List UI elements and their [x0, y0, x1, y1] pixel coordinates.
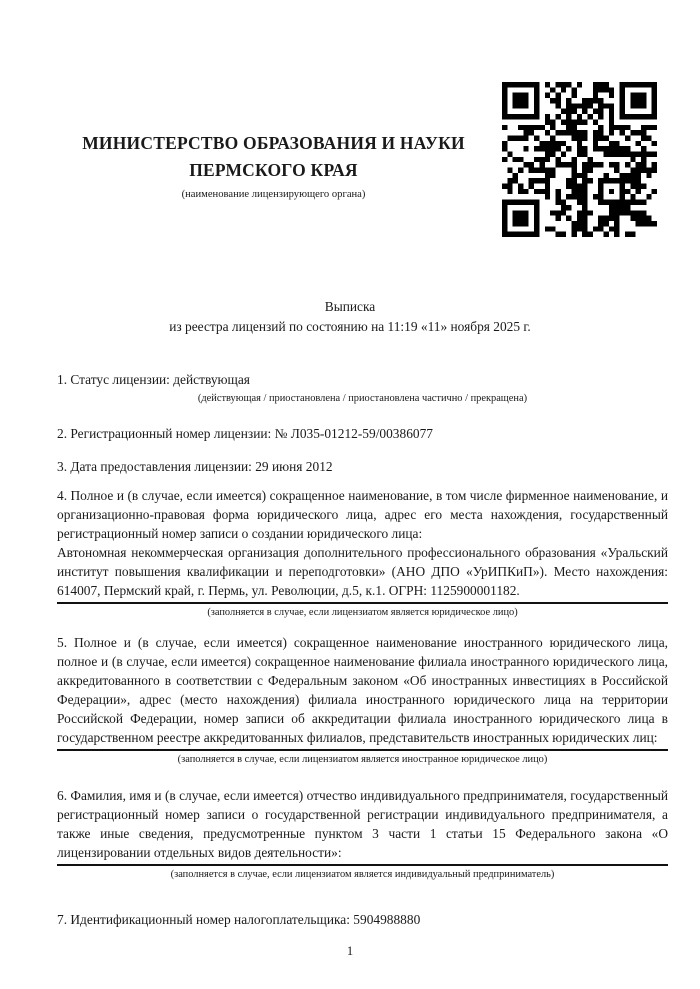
foreign-entity-caption: (заполняется в случае, если лицензиатом является иностранное юридическое лицо) — [177, 754, 548, 765]
document-title — [0, 297, 700, 337]
grant-date-text: 3. Дата предоставления лицензии: 29 июня 2012 — [57, 459, 333, 474]
licensing-authority-block — [57, 82, 502, 201]
license-status-text: 1. Статус лицензии: действующая — [57, 372, 250, 387]
registration-number-item — [57, 424, 668, 444]
legal-entity-answer: Автономная некоммерческая организация дополнительного профессионального образования «Уральский институт повышения квалификации и переподготовки» (АНО ДПО «УрИПКиП»). Место нахождения: 614007, Пермский край, г. Пермь, ул. Революции, д.5, к.1. ОГРН: 1125900001182. — [57, 545, 668, 598]
qr-code-canvas — [502, 82, 657, 237]
foreign-entity-question: 5. Полное и (в случае, если имеется) сокращенное наименование иностранного юридического лица, полное и (в случае, если имеется) сокращенное наименование филиала иностранного юридического лица, аккредитованного в соответствии с Федеральным законом «Об иностранных инвестициях в Российской Федерации», адрес (место нахождения) филиала иностранного юридического лица на территории Российской Федерации, номер записи об аккредитации филиала иностранного юридического лица в государственном реестре аккредитованных филиалов, представительств иностранных юридических лиц: — [57, 635, 668, 745]
entrepreneur-question: 6. Фамилия, имя и (в случае, если имеется) отчество индивидуального предпринимателя, государственный регистрационный номер записи о государственной регистрации индивидуального предпринимателя, а также иные сведения, предусмотренные пунктом 3 части 1 статьи 15 Федерального закона «О лицензировании отдельных видов деятельности»: — [57, 788, 668, 860]
entrepreneur-caption: (заполняется в случае, если лицензиатом является индивидуальный предприниматель) — [170, 869, 555, 880]
legal-entity-field-rule — [57, 602, 668, 604]
entrepreneur-item — [57, 786, 668, 881]
taxpayer-number-item — [57, 910, 668, 930]
taxpayer-number-text: 7. Идентификационный номер налогоплательщика: 5904988880 — [57, 912, 421, 927]
grant-date-item — [57, 457, 668, 477]
qr-code — [502, 82, 657, 237]
registration-number-text: 2. Регистрационный номер лицензии: № Л035-01212-59/00386077 — [57, 426, 433, 441]
ministry-name-line2: ПЕРМСКОГО КРАЯ — [189, 160, 358, 180]
document-header — [0, 0, 700, 237]
legal-entity-item — [57, 486, 668, 619]
entrepreneur-field-rule — [57, 864, 668, 866]
ministry-name-line1: МИНИСТЕРСТВО ОБРАЗОВАНИЯ И НАУКИ — [82, 133, 465, 153]
document-title-line1: Выписка — [324, 299, 376, 314]
legal-entity-caption: (заполняется в случае, если лицензиатом является юридическое лицо) — [207, 607, 518, 618]
legal-entity-question: 4. Полное и (в случае, если имеется) сокращенное наименование, в том числе фирменное наименование, и организационно-правовая форма юридического лица, адрес его места нахождения, государственный регистрационный номер записи о создании юридического лица: — [57, 488, 668, 541]
page-number: 1 — [346, 944, 354, 958]
document-title-line2: из реестра лицензий по состоянию на 11:19 «11» ноября 2025 г. — [169, 319, 531, 334]
license-status-item — [57, 370, 668, 405]
foreign-entity-item — [57, 633, 668, 766]
license-status-options-caption: (действующая / приостановлена / приостановлена частично / прекращена) — [197, 393, 528, 404]
foreign-entity-field-rule — [57, 749, 668, 751]
ministry-name-caption: (наименование лицензирующего органа) — [181, 189, 366, 200]
